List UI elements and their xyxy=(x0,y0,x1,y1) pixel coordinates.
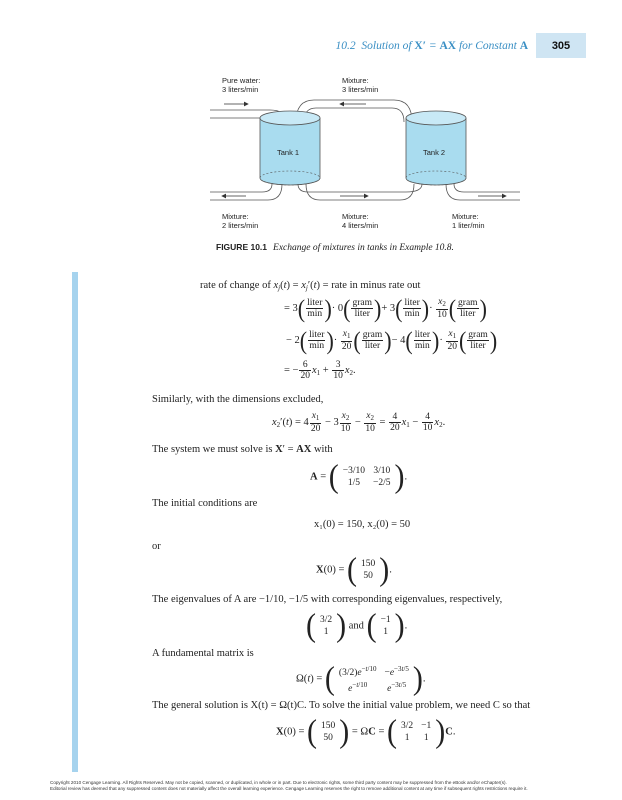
outflow-pipe-1 xyxy=(210,184,282,200)
x2-prime-equation: $x_2'(t) = 4$ $\frac{x_1}{20}$ − 3 $\frac{x_2}{10}$ − $\frac{x_2}{10}$ = $\frac{4}{20}$ $x_1$ − $\frac{4}{10}$ $x_2$. xyxy=(272,411,446,434)
eigenvectors: ( 3/2 1 ) and ( −1 1 ). xyxy=(306,607,408,644)
rate-of-change-line: rate of change of $x_j(t) = x_j'(t)$ = rate in minus rate out xyxy=(200,280,421,292)
matrix-A: A = ( −3/10 3/10 1/5 −2/5 ). xyxy=(310,458,408,495)
bottom-pipe xyxy=(298,184,422,200)
outflow-1-label: Mixture: 2 liters/min xyxy=(222,212,259,230)
eigenvalue-paragraph: The eigenvalues of A are −1/10, −1/5 with corresponding eigenvalues, respectively, xyxy=(152,594,503,605)
pipe-bottom-label: Mixture: 4 liters/min xyxy=(342,212,379,230)
figure-caption: FIGURE 10.1 Exchange of mixtures in tanks in Example 10.8. xyxy=(216,242,454,253)
X0-vector: X(0) = ( 150 50 ). xyxy=(316,551,392,588)
or-text: or xyxy=(152,541,161,552)
initial-value-equation: X(0) = ( 150 50 ) = ΩC = ( 3/2 −1 1 1 )C. xyxy=(276,713,456,750)
system-paragraph: The system we must solve is X′ = AX with xyxy=(152,444,333,455)
tank-diagram xyxy=(210,96,520,208)
equation-line-2: − 2( $\frac{\text{liter}}{\min}$ )· $\frac{x_1}{20}$ ( $\frac{\text{gram}}{\text{liter}}$ )− 4( $\frac{\text{liter}}{\min}$ )· $\frac{x_1}{20}$ ( $\frac{\text{gram}}{\text{liter}}$ ) xyxy=(286,325,498,355)
example-sidebar-bar xyxy=(72,272,78,772)
fundamental-matrix: Ω(t) = ( $(3/2)e^{-t/10}$ $-e^{-3t/5}$ $e^{-t/10}$ $e^{-3t/5}$ ). xyxy=(296,660,426,697)
inflow-1-label: Pure water: 3 liters/min xyxy=(222,76,261,94)
outflow-pipe-2 xyxy=(446,184,520,200)
equation-line-3: = − $\frac{6}{20}$ $x_1$ + $\frac{3}{10}$ $x_2$. xyxy=(284,360,356,381)
initial-conditions-paragraph: The initial conditions are xyxy=(152,498,258,509)
page-number: 305 xyxy=(536,33,586,58)
copyright-footer: Copyright 2010 Cengage Learning. All Rights Reserved. May not be copied, scanned, or duplicated, in whole or in part. Due to electronic rights, some third party content may be suppressed from the eBook and/or eChapter(s). Editorial review has deemed that any suppressed content does not materially affect the overall learning experience. Cengage Learning reserves the right to remove additional content at any time if subsequent rights restrictions require it. xyxy=(50,780,528,791)
outflow-2-label: Mixture: 1 liter/min xyxy=(452,212,485,230)
initial-conditions-equation: x₁(0) = 150, x₂(0) = 50 xyxy=(314,519,411,530)
general-solution-paragraph: The general solution is X(t) = Ω(t)C. To solve the initial value problem, we need C so that xyxy=(152,700,531,711)
similarly-paragraph: Similarly, with the dimensions excluded, xyxy=(152,394,324,405)
fundamental-paragraph: A fundamental matrix is xyxy=(152,648,254,659)
equation-line-1: = 3( $\frac{\text{liter}}{\min}$ )· 0( $\frac{\text{gram}}{\text{liter}}$ )+ 3( $\frac{\text{liter}}{\min}$ )· $\frac{x_2}{10}$ ( $\frac{\text{gram}}{\text{liter}}$ ) xyxy=(284,293,487,323)
tank-1-label: Tank 1 xyxy=(277,148,300,157)
tank-2-label: Tank 2 xyxy=(423,148,446,157)
running-header: 10.2 Solution of X′ = AX for Constant A xyxy=(335,40,528,52)
pipe-top-label: Mixture: 3 liters/min xyxy=(342,76,379,94)
